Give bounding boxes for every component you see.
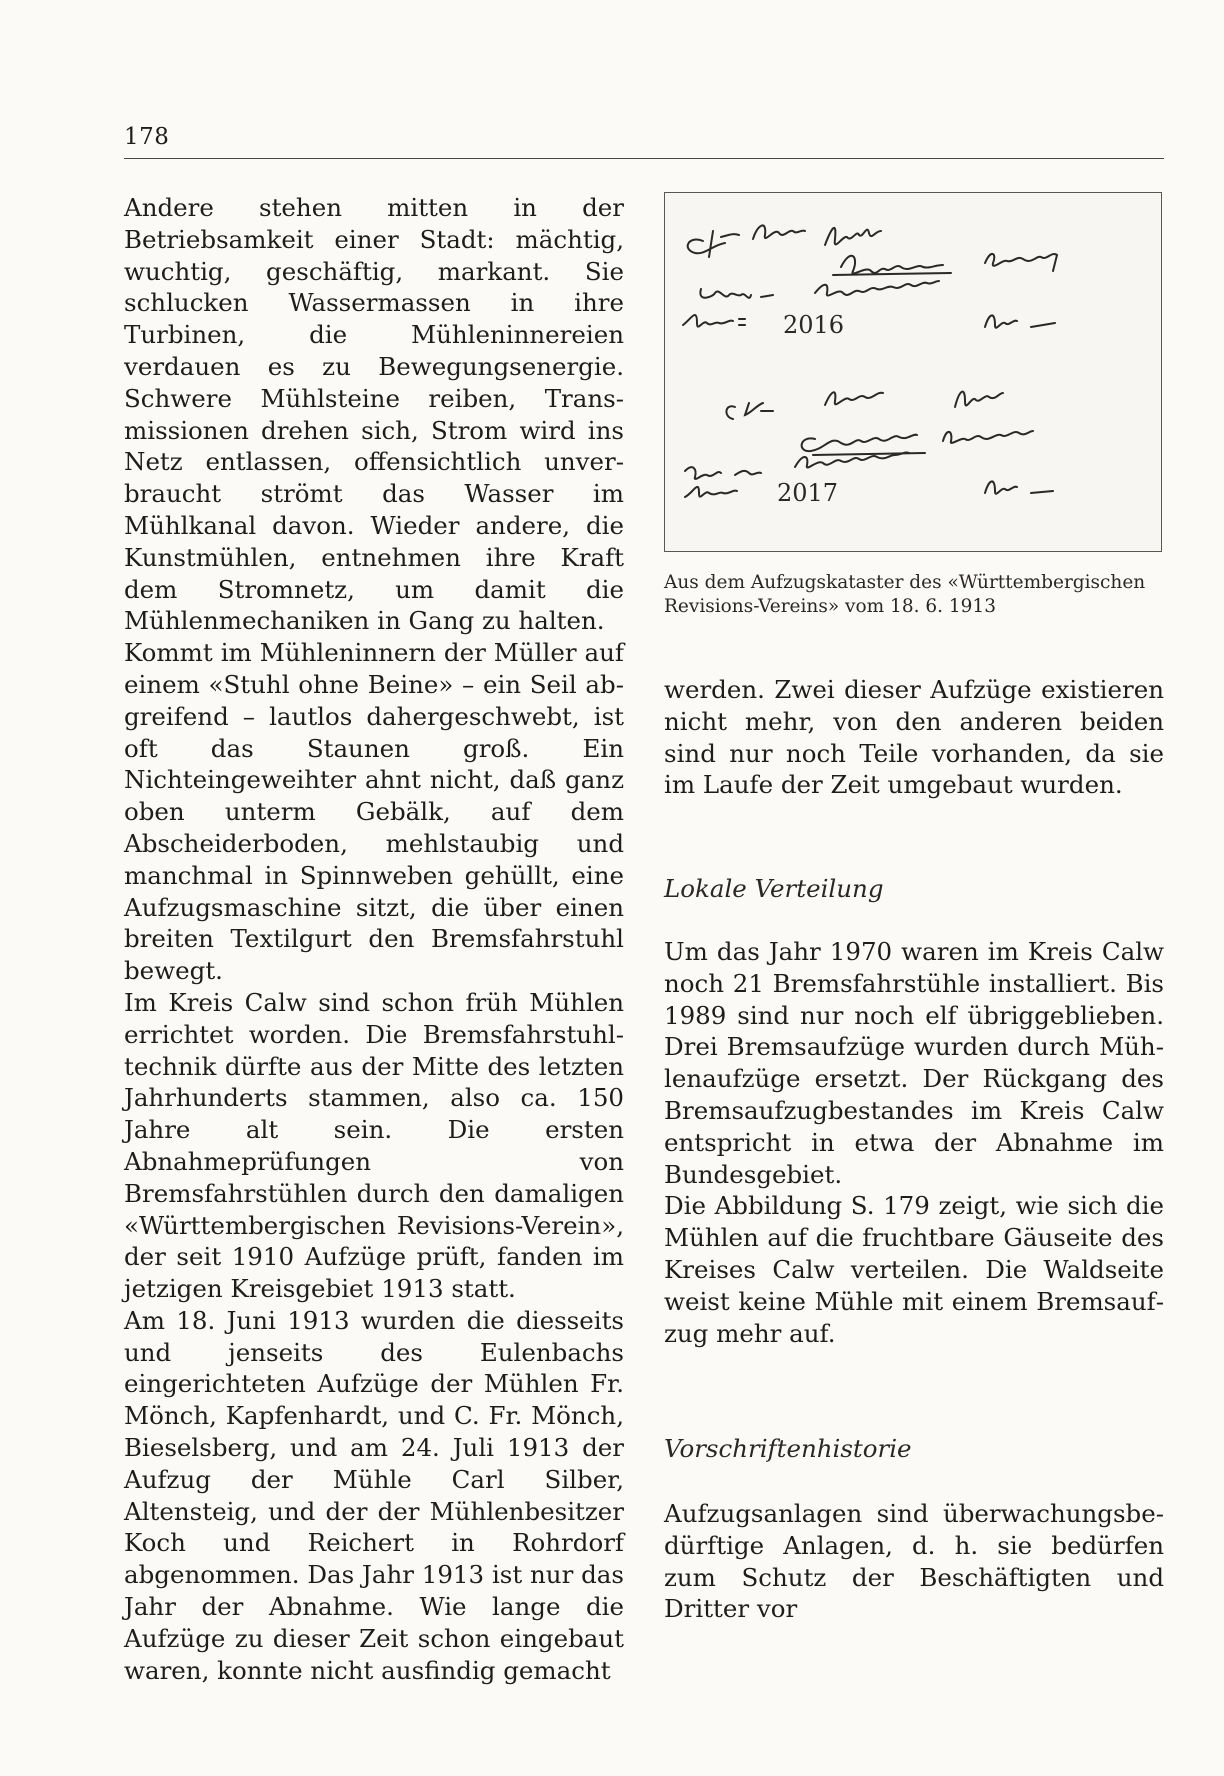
paragraph: Kommt im Mühleninnern der Müller auf einem «Stuhl ohne Beine» – ein Seil abgreifend – lautlos dahergeschwebt, ist oft das Staunen groß. Ein Nichteingeweihter ahnt nicht, daß ganz oben unterm Gebälk, auf dem Abscheiderboden, mehlstaubig und manchmal in Spinnweben gehüllt, eine Aufzugsmaschine sitzt, die über einen breiten Textilgurt den Bremsfahrstuhl bewegt. (124, 638, 624, 986)
paragraph: Andere stehen mitten in der Betriebsamkeit einer Stadt: mächtig, wuchtig, geschäftig, markant. Sie schlucken Wassermassen in ihre Turbinen, die Mühleninnereien verdauen es zu Bewegungsenergie. Schwere Mühlsteine reiben, Transmissionen drehen sich, Strom wird ins Netz entlassen, offensichtlich unverbraucht strömt das Wasser im Mühlkanal davon. Wieder andere, die Kunstmühlen, entnehmen ihre Kraft dem Stromnetz, um damit die Mühlenmechaniken in Gang zu halten. (124, 193, 624, 636)
handwriting-scan (665, 193, 1160, 550)
paragraph: Die Abbildung S. 179 zeigt, wie sich die Mühlen auf die fruchtbare Gäuseite des Kreises Calw verteilen. Die Waldseite weist keine Mühle mit einem Bremsaufzug mehr auf. (664, 1191, 1164, 1348)
page-number: 178 (124, 124, 170, 150)
register-number-2016: 2016 (783, 311, 845, 339)
section-heading-lokale-verteilung: Lokale Verteilung (664, 874, 884, 903)
left-column (124, 192, 624, 1686)
section-body-lokale-verteilung (664, 936, 1164, 1349)
register-number-2017: 2017 (777, 479, 839, 507)
paragraph: Im Kreis Calw sind schon früh Mühlen errichtet worden. Die Bremsfahrstuhltechnik dürfte aus der Mitte des letzten Jahrhunderts stammen, also ca. 150 Jahre alt sein. Die ersten Abnahmeprüfungen von Bremsfahrstühlen durch den damaligen «Württembergischen Revisions-Verein», der seit 1910 Aufzüge prüft, fanden im jetzigen Kreisgebiet 1913 statt. (124, 987, 624, 1304)
figure-caption: Aus dem Aufzugskataster des «Württembergischen Revisions-Vereins» vom 18. 6. 1913 (664, 572, 1146, 617)
paragraph: Am 18. Juni 1913 wurden die diesseits und jenseits des Eulenbachs eingerichteten Aufzüge der Mühlen Fr. Mönch, Kapfenhardt, und C. Fr. Mönch, Bieselsberg, und am 24. Juli 1913 der Aufzug der Mühle Carl Silber, Altensteig, und der der Mühlenbesitzer Koch und Reichert in Rohrdorf abgenommen. Das Jahr 1913 ist nur das Jahr der Abnahme. Wie lange die Aufzüge zu dieser Zeit schon eingebaut waren, konnte nicht ausfindig gemacht (124, 1305, 624, 1685)
handwritten-register-figure (664, 192, 1162, 552)
paragraph: Um das Jahr 1970 waren im Kreis Calw noch 21 Bremsfahrstühle installiert. Bis 1989 sind nur noch elf übriggeblieben. Drei Bremsaufzüge wurden durch Mühlenaufzüge ersetzt. Der Rückgang des Bremsaufzugbestandes im Kreis Calw entspricht in etwa der Abnahme im Bundesgebiet. (664, 937, 1164, 1189)
section-body-vorschriftenhistorie (664, 1498, 1164, 1625)
right-column-continuation (664, 674, 1164, 801)
header-rule (124, 158, 1164, 159)
paragraph: werden. Zwei dieser Aufzüge existieren nicht mehr, von den anderen beiden sind nur noch Teile vorhanden, da sie im Laufe der Zeit umgebaut wurden. (664, 675, 1164, 800)
section-heading-vorschriftenhistorie: Vorschriftenhistorie (664, 1434, 912, 1463)
paragraph: Aufzugsanlagen sind überwachungsbedürftige Anlagen, d. h. sie bedürfen zum Schutz der Beschäftigten und Dritter vor (664, 1499, 1164, 1624)
